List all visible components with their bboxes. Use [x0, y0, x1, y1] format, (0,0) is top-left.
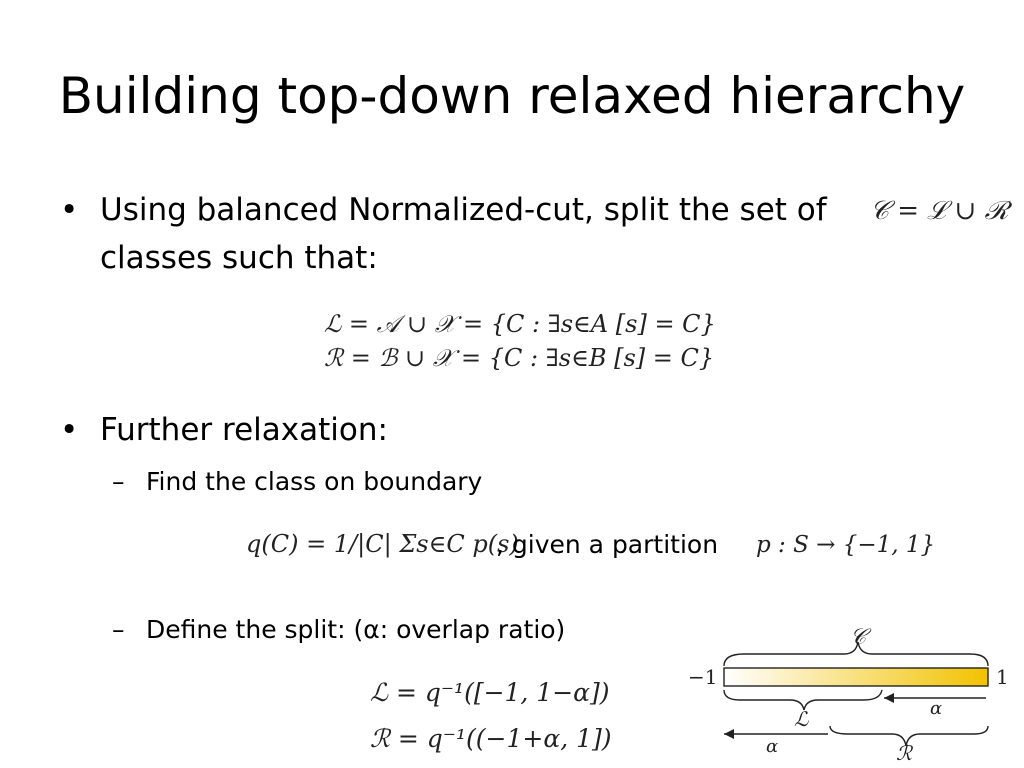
sub-bullet-boundary [112, 464, 612, 504]
sub-bullet-marker: – [112, 615, 125, 644]
equation-r-split: ℛ = q⁻¹((−1+α, 1]) [370, 724, 612, 753]
label-alpha-bottom: α [766, 736, 779, 757]
bullet-text-line2: classes such that: [100, 240, 378, 276]
sub-bullet-marker: – [112, 467, 125, 496]
alpha-arrow-top-head [884, 693, 894, 703]
alpha-arrow-bottom-head [724, 729, 734, 739]
inline-math-c-equals-l-union-r: 𝒞 = ℒ ∪ ℛ [870, 196, 1009, 226]
gradient-bar [724, 668, 988, 686]
bullet-marker: • [60, 192, 79, 228]
slide-title: Building top-down relaxed hierarchy [58, 67, 966, 125]
label-c: 𝒞 [850, 625, 867, 650]
label-minus-one: −1 [688, 665, 718, 689]
bullet-balanced-ncut [60, 186, 860, 286]
partition-math: p : S → {−1, 1} [756, 532, 936, 558]
label-l: ℒ [794, 707, 809, 731]
bullet-marker: • [60, 412, 79, 448]
label-alpha-top: α [930, 698, 943, 719]
bullet-text-line1: Using balanced Normalized-cut, split the set of [100, 192, 827, 228]
q-formula: q(C) = 1/|C| Σs∈C p(s) [246, 530, 519, 558]
label-r: ℛ [896, 741, 912, 764]
equation-l-split: ℒ = q⁻¹([−1, 1−α]) [370, 678, 610, 707]
overlap-diagram [684, 622, 1018, 764]
sub-bullet-text: Find the class on boundary [146, 467, 483, 496]
given-partition-text: , given a partition [496, 530, 719, 559]
equation-l-definition: ℒ = 𝒜 ∪ 𝒳 = {C : ∃s∈A [s] = C} [324, 310, 716, 338]
sub-bullet-text: Define the split: (α: overlap ratio) [146, 615, 566, 644]
sub-bullet-define-split [112, 612, 672, 652]
bullet-text: Further relaxation: [100, 412, 388, 448]
bullet-further-relaxation [60, 406, 660, 456]
equation-r-definition: ℛ = ℬ ∪ 𝒳 = {C : ∃s∈B [s] = C} [324, 344, 715, 372]
label-one: 1 [996, 665, 1009, 689]
